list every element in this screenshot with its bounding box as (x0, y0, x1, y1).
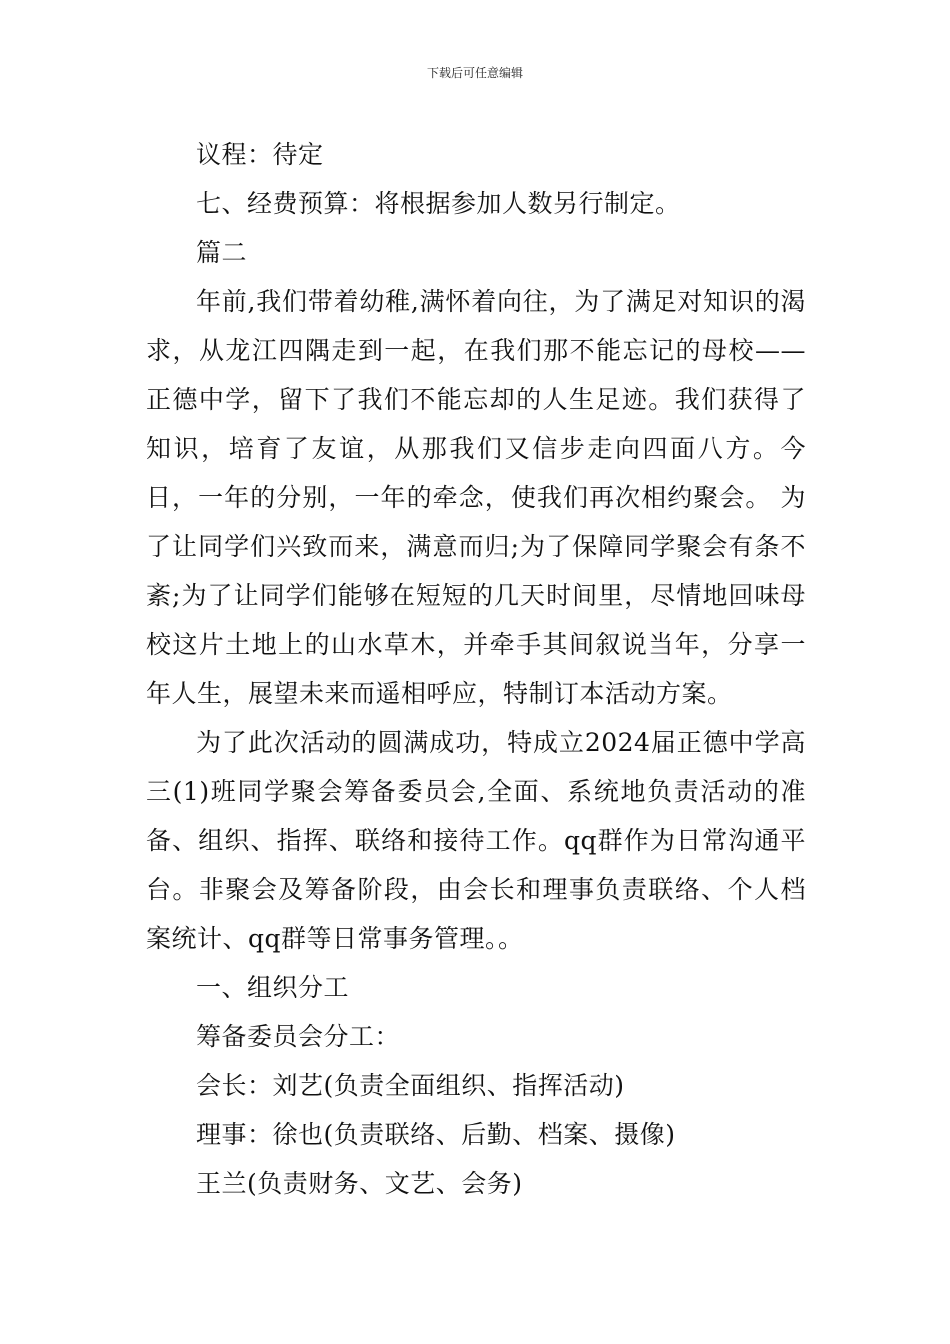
role-line: 会长：刘艺(负责全面组织、指挥活动) (196, 1071, 625, 1100)
document-body (146, 130, 806, 1208)
role-line: 理事：徐也(负责联络、后勤、档案、摄像) (196, 1120, 676, 1149)
agenda-line: 议程：待定 (196, 140, 324, 169)
section-heading: 篇二 (196, 238, 248, 267)
page-header: 下载后可任意编辑 (426, 66, 523, 80)
role-line: 王兰(负责财务、文艺、会务) (196, 1169, 523, 1198)
subsection-heading: 一、组织分工 (196, 973, 350, 1002)
body-paragraph: 年前,我们带着幼稚,满怀着向往，为了满足对知识的渴求，从龙江四隅走到一起，在我们那不能忘记的母校——正德中学，留下了我们不能忘却的人生足迹。我们获得了知识，培育了友谊，从那我们又信步走向四面八方。今日，一年的分别，一年的牵念，使我们再次相约聚会。 为了让同学们兴致而来，满意而归;为了保障同学聚会有条不紊;为了让同学们能够在短短的几天时间里，尽情地回味母校这片土地上的山水草木，并牵手其间叙说当年，分享一年人生，展望未来而遥相呼应，特制订本活动方案。 (146, 287, 806, 708)
body-paragraph: 为了此次活动的圆满成功，特成立2024届正德中学高三(1)班同学聚会筹备委员会,全面、系统地负责活动的准备、组织、指挥、联络和接待工作。qq群作为日常沟通平台。非聚会及筹备阶段，由会长和理事负责联络、个人档案统计、qq群等日常事务管理。。 (146, 728, 806, 953)
committee-heading: 筹备委员会分工： (196, 1022, 401, 1051)
budget-line: 七、经费预算：将根据参加人数另行制定。 (196, 189, 681, 218)
